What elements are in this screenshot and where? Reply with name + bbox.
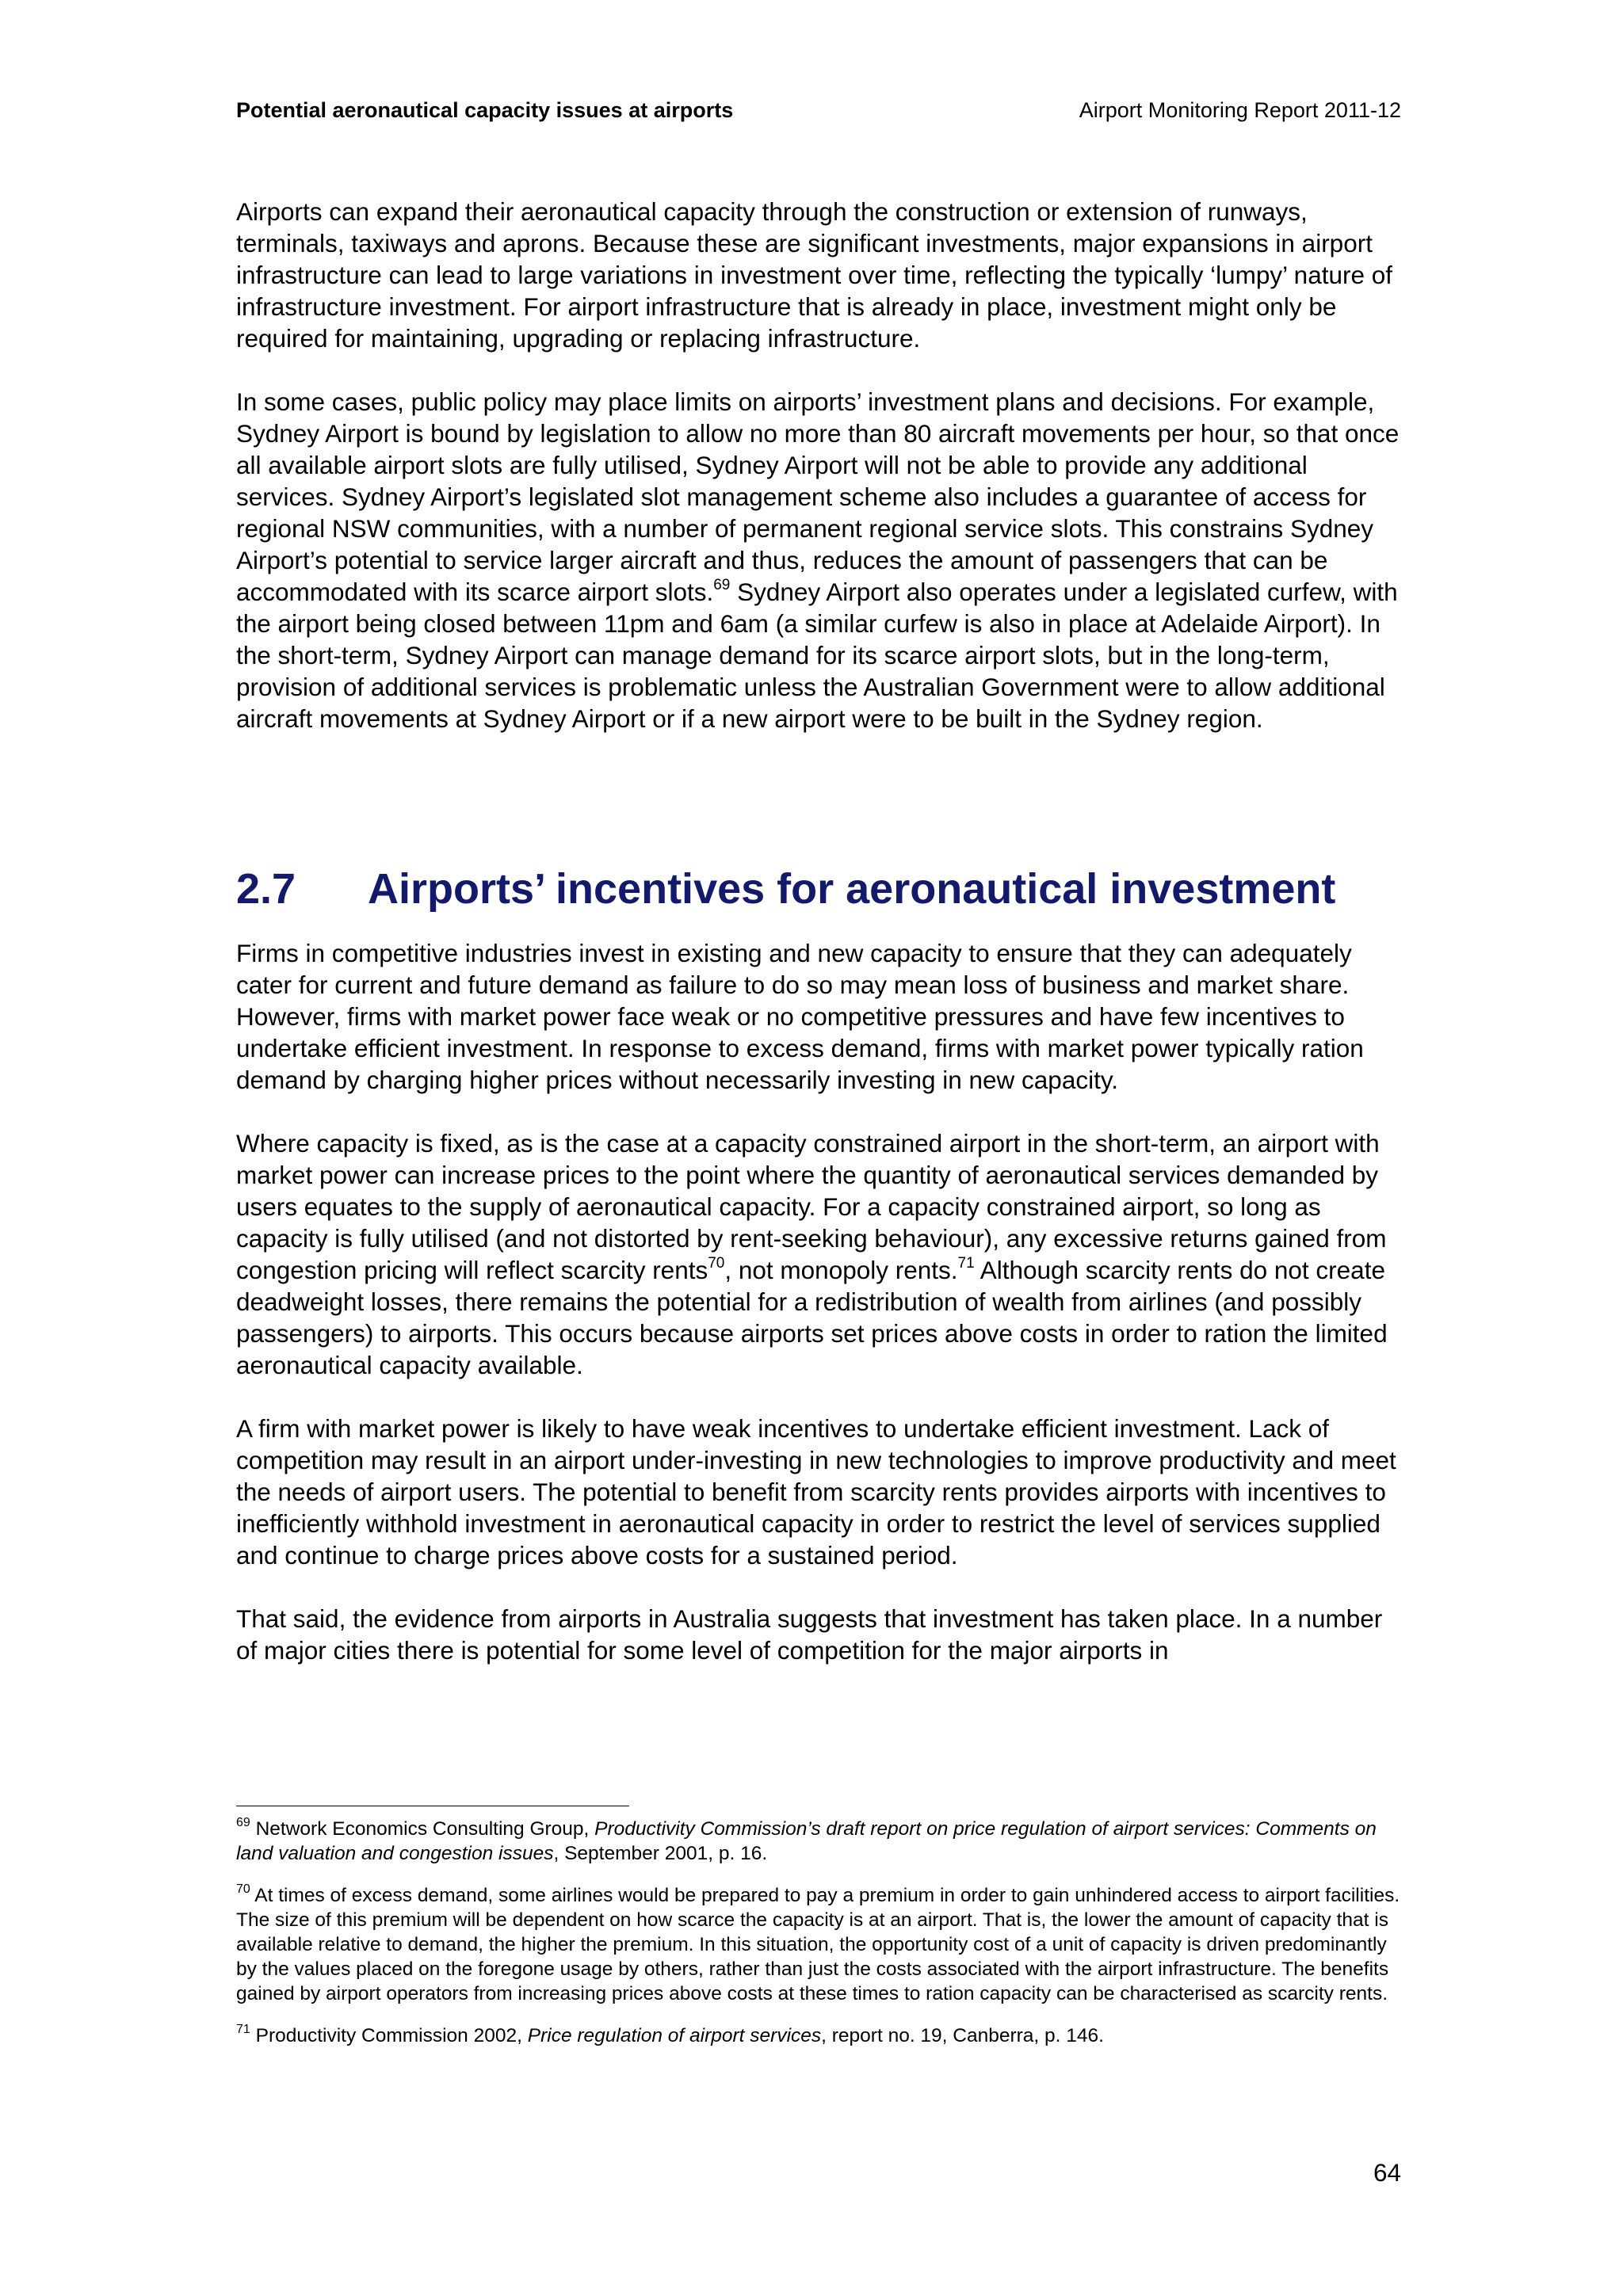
paragraph-text: Where capacity is fixed, as is the case at a capacity constrained airport in the short-term, an airport with market power can increase prices to the point where the quantity of aeronautical services demanded by users equates to the supply of aeronautical capacity. For a capacity constrained airport, so long as capacity is fully utilised (and not distorted by rent-seeking behaviour), any excessive returns gained from congestion pricing will reflect scarcity rents: [236, 1129, 1387, 1284]
footnote-ref-71[interactable]: 71: [957, 1255, 975, 1272]
document-page: [236, 0, 1401, 2296]
section-title: Airports’ incentives for aeronautical investment: [368, 865, 1336, 913]
footnote-text: Network Economics Consulting Group,: [250, 1818, 595, 1840]
paragraph-text: Sydney Airport also operates under a legislated curfew, with the airport being closed between 11pm and 6am (a similar curfew is also in place at Adelaide Airport). In the short-term, Sydney Airport can manage demand for its scarce airport slots, but in the long-term, provision of additional services is problematic unless the Australian Government were to allow additional aircraft movements at Sydney Airport or if a new airport were to be built in the Sydney region.: [236, 578, 1398, 733]
section-number: 2.7: [236, 865, 296, 913]
paragraph-capacity-expansion: [236, 196, 1401, 354]
paragraph-competitive-industries: [236, 937, 1401, 1096]
footnote-number: 70: [236, 1882, 250, 1896]
section-heading: [236, 864, 1401, 914]
footnote-title: Productivity Commission’s draft report on price regulation of airport services: Comments on land valuation and congestion issues: [236, 1818, 1377, 1864]
page-number: 64: [1373, 2158, 1401, 2187]
footnote-text: , September 2001, p. 16.: [553, 1843, 768, 1864]
paragraph-text: That said, the evidence from airports in Australia suggests that investment has taken place. In a number of major cities there is potential for some level of competition for the major airports in: [236, 1604, 1383, 1665]
footnote-text: At times of excess demand, some airlines would be prepared to pay a premium in order to gain unhindered access to airport facilities. The size of this premium will be dependent on how scarce the capacity is at an airport. That is, the lower the amount of capacity that is available relative to demand, the higher the premium. In this situation, the opportunity cost of a unit of capacity is driven predominantly by the values placed on the foregone usage by others, rather than just the costs associated with the airport infrastructure. The benefits gained by airport operators from increasing prices above costs at these times to ration capacity can be characterised as scarcity rents.: [236, 1885, 1400, 2004]
footnote-title: Price regulation of airport services: [527, 2025, 822, 2046]
intro-text-block: [236, 196, 1401, 734]
footnote-71: [236, 2023, 1401, 2048]
paragraph-public-policy: [236, 386, 1401, 734]
header-report-title: Airport Monitoring Report 2011-12: [1079, 98, 1401, 122]
header-chapter-title: Potential aeronautical capacity issues at airports: [236, 98, 734, 122]
footnote-70: [236, 1883, 1401, 2006]
paragraph-text: A firm with market power is likely to have weak incentives to undertake efficient investment. Lack of competition may result in an airport under-investing in new technologies to improve productivity and meet the needs of airport users. The potential to benefit from scarcity rents provides airports with incentives to inefficiently withhold investment in aeronautical capacity in order to restrict the level of services supplied and continue to charge prices above costs for a sustained period.: [236, 1414, 1396, 1569]
footnote-69: [236, 1817, 1401, 1866]
section-text-block: [236, 937, 1401, 1666]
footnote-text: , report no. 19, Canberra, p. 146.: [821, 2025, 1104, 2046]
paragraph-text: , not monopoly rents.: [724, 1256, 958, 1284]
paragraph-text: Although scarcity rents do not create deadweight losses, there remains the potential for a redistribution of wealth from airlines (and possibly passengers) to airports. This occurs because airports set prices above costs in order to ration the limited aeronautical capacity available.: [236, 1256, 1388, 1379]
paragraph-text: In some cases, public policy may place limits on airports’ investment plans and decisions. For example, Sydney Airport is bound by legislation to allow no more than 80 aircraft movements per hour, so that once all available airport slots are fully utilised, Sydney Airport will not be able to provide any additional services. Sydney Airport’s legislated slot management scheme also includes a guarantee of access for regional NSW communities, with a number of permanent regional service slots. This constrains Sydney Airport’s potential to service larger aircraft and thus, reduces the amount of passengers that can be accommodated with its scarce airport slots.: [236, 387, 1400, 606]
footnotes: [236, 1817, 1401, 2065]
paragraph-evidence: [236, 1603, 1401, 1666]
paragraph-text: Airports can expand their aeronautical capacity through the construction or extension of runways, terminals, taxiways and aprons. Because these are significant investments, major expansions in airport infrastructure can lead to large variations in investment over time, reflecting the typically ‘lumpy’ nature of infrastructure investment. For airport infrastructure that is already in place, investment might only be required for maintaining, upgrading or replacing infrastructure.: [236, 197, 1393, 353]
paragraph-fixed-capacity: [236, 1127, 1401, 1381]
paragraph-text: Firms in competitive industries invest in existing and new capacity to ensure that they can adequately cater for current and future demand as failure to do so may mean loss of business and market share. However, firms with market power face weak or no competitive pressures and have few incentives to undertake efficient investment. In response to excess demand, firms with market power typically ration demand by charging higher prices without necessarily investing in new capacity.: [236, 939, 1364, 1094]
paragraph-weak-incentives: [236, 1413, 1401, 1571]
footnote-text: Productivity Commission 2002,: [250, 2025, 528, 2046]
footnote-number: 71: [236, 2023, 250, 2036]
footnote-ref-69[interactable]: 69: [713, 577, 731, 593]
footnote-ref-70[interactable]: 70: [708, 1255, 725, 1272]
footnote-number: 69: [236, 1816, 250, 1829]
